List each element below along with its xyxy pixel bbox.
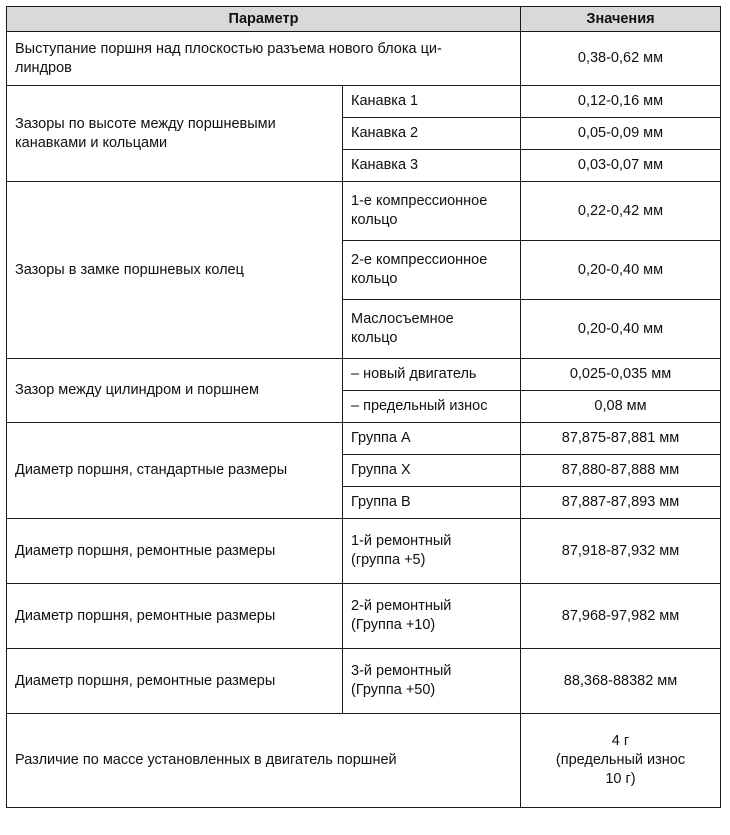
param-cell: Диаметр поршня, стандартные размеры	[7, 423, 343, 519]
value-cell: 0,03-0,07 мм	[521, 150, 721, 182]
sub-param-line: 2-й ремонтный	[351, 598, 452, 614]
value-cell: 88,368-88382 мм	[521, 649, 721, 714]
value-cell: 0,38-0,62 мм	[521, 32, 721, 86]
table-row	[7, 182, 721, 241]
value-cell: 87,875-87,881 мм	[521, 423, 721, 455]
sub-param-line: (Группа +50)	[351, 682, 436, 698]
sub-param-cell: Группа Х	[343, 455, 521, 487]
value-cell: 0,20-0,40 мм	[521, 241, 721, 300]
sub-param-cell	[343, 241, 521, 300]
table-row	[7, 423, 721, 455]
sub-param-cell	[343, 519, 521, 584]
value-cell: 87,880-87,888 мм	[521, 455, 721, 487]
param-cell: Диаметр поршня, ремонтные размеры	[7, 519, 343, 584]
sub-param-line: 3-й ремонтный	[351, 663, 452, 679]
header-parameter: Параметр	[7, 7, 521, 32]
param-cell: Диаметр поршня, ремонтные размеры	[7, 649, 343, 714]
sub-param-cell: Канавка 3	[343, 150, 521, 182]
value-cell: 0,12-0,16 мм	[521, 86, 721, 118]
sub-param-cell: Группа В	[343, 487, 521, 519]
table-row	[7, 359, 721, 391]
sub-param-cell	[343, 584, 521, 649]
sub-param-line: 1-й ремонтный	[351, 533, 452, 549]
sub-param-cell: Канавка 1	[343, 86, 521, 118]
sub-param-cell: – предельный износ	[343, 391, 521, 423]
value-line: 10 г)	[605, 771, 636, 787]
param-cell	[7, 86, 343, 182]
table-header-row	[7, 7, 721, 32]
sub-param-cell: Канавка 2	[343, 118, 521, 150]
table-row	[7, 584, 721, 649]
value-cell: 0,08 мм	[521, 391, 721, 423]
piston-spec-table	[6, 6, 721, 808]
table-row	[7, 649, 721, 714]
value-cell: 0,20-0,40 мм	[521, 300, 721, 359]
value-cell	[521, 714, 721, 808]
value-cell: 87,968-97,982 мм	[521, 584, 721, 649]
value-cell: 0,22-0,42 мм	[521, 182, 721, 241]
value-line: (предельный износ	[555, 752, 686, 768]
param-cell: Зазор между цилиндром и поршнем	[7, 359, 343, 423]
sub-param-line: (Группа +10)	[351, 617, 436, 633]
param-text-line: Выступание поршня над плоскостью разъема нового блока ци-	[15, 40, 442, 57]
table-row	[7, 714, 721, 808]
sub-param-line: кольцо	[351, 212, 398, 228]
value-line: 4 г	[611, 733, 630, 749]
table-row	[7, 519, 721, 584]
table-row	[7, 86, 721, 118]
param-text-line: канавками и кольцами	[15, 134, 168, 151]
sub-param-cell	[343, 300, 521, 359]
table-row	[7, 32, 721, 86]
value-cell: 0,025-0,035 мм	[521, 359, 721, 391]
sub-param-cell: Группа А	[343, 423, 521, 455]
sub-param-line: Маслосъемное	[351, 311, 454, 327]
sub-param-line: кольцо	[351, 330, 398, 346]
param-text-line: Зазоры по высоте между поршневыми	[15, 115, 276, 132]
value-cell: 87,887-87,893 мм	[521, 487, 721, 519]
sub-param-line: (группа +5)	[351, 552, 426, 568]
sub-param-line: кольцо	[351, 271, 398, 287]
sub-param-cell: – новый двигатель	[343, 359, 521, 391]
header-values: Значения	[521, 7, 721, 32]
param-cell: Различие по массе установленных в двигатель поршней	[7, 714, 521, 808]
sub-param-line: 1-е компрессионное	[351, 193, 488, 209]
value-cell: 0,05-0,09 мм	[521, 118, 721, 150]
value-cell: 87,918-87,932 мм	[521, 519, 721, 584]
sub-param-cell	[343, 182, 521, 241]
param-text-line: линдров	[15, 59, 72, 76]
sub-param-cell	[343, 649, 521, 714]
param-cell: Диаметр поршня, ремонтные размеры	[7, 584, 343, 649]
sub-param-line: 2-е компрессионное	[351, 252, 488, 268]
param-cell: Зазоры в замке поршневых колец	[7, 182, 343, 359]
param-cell	[7, 32, 521, 86]
